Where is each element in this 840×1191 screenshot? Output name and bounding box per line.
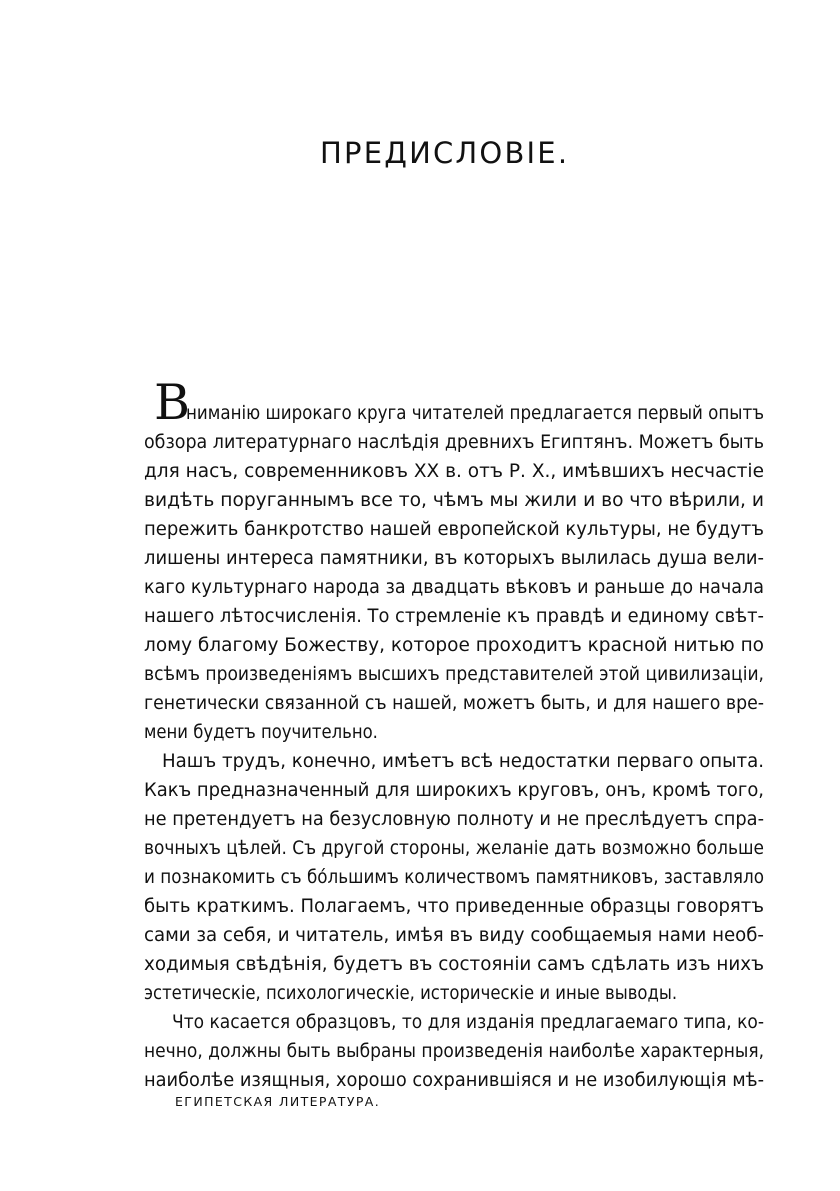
- text-line-content: и познакомить съ бóльшимъ количествомъ памятниковъ, заставляло: [144, 867, 764, 888]
- page-title: ПРЕДИСЛОВIЕ.: [320, 136, 570, 170]
- signature-footer: ЕГИПЕТСКАЯ ЛИТЕРАТУРА.: [175, 1094, 381, 1109]
- text-line-content: наиболѣе изящныя, хорошо сохранившіяся и не изобилующія мѣ-: [144, 1070, 764, 1091]
- text-line-content: быть краткимъ. Полагаемъ, что приведенные образцы говорятъ: [144, 896, 764, 917]
- text-line-content: пережить банкротство нашей европейской культуры, не будутъ: [144, 519, 764, 540]
- text-line-content: нечно, должны быть выбраны произведенія наиболѣе характерныя,: [144, 1041, 764, 1062]
- text-line-content: видѣть поруганнымъ все то, чѣмъ мы жили и во что вѣрили, и: [144, 490, 764, 511]
- text-line-content: Какъ предназначенный для широкихъ круговъ, онъ, кромѣ того,: [144, 780, 764, 801]
- text-line-content: сами за себя, и читатель, имѣя въ виду сообщаемыя нами необ-: [144, 925, 764, 946]
- text-line-content: всѣмъ произведеніямъ высшихъ представителей этой цивилизаціи,: [144, 664, 764, 685]
- text-line-content: эстетическіе, психологическіе, историческіе и иные выводы.: [144, 983, 678, 1004]
- text-line-content: ниманію широкаго круга читателей предлагается первый опытъ: [186, 403, 764, 424]
- text-line-content: генетически связанной съ нашей, можетъ быть, и для нашего вре-: [144, 693, 764, 714]
- text-line-content: вочныхъ цѣлей. Съ другой стороны, желаніе дать возможно больше: [144, 838, 764, 859]
- drop-cap-letter: В: [154, 374, 191, 431]
- text-line-content: не претендуетъ на безусловную полноту и не преслѣдуетъ спра-: [144, 809, 764, 830]
- text-line-content: нашего лѣтосчисленія. То стремленіе къ правдѣ и единому свѣт-: [144, 606, 764, 627]
- text-line-content: мени будетъ поучительно.: [144, 722, 378, 743]
- text-line-content: лишены интереса памятники, въ которыхъ вылилась душа вели-: [144, 548, 764, 569]
- text-line-content: ходимыя свѣдѣнія, будетъ въ состояніи самъ сдѣлать изъ нихъ: [144, 954, 764, 975]
- text-line-content: каго культурнаго народа за двадцать вѣковъ и раньше до начала: [144, 577, 765, 598]
- text-line-content: Что касается образцовъ, то для изданія предлагаемаго типа, ко-: [172, 1012, 765, 1033]
- text-line-content: для насъ, современниковъ XX в. отъ Р. X., имѣвшихъ несчастіе: [144, 461, 764, 482]
- text-line-content: Нашъ трудъ, конечно, имѣетъ всѣ недостатки перваго опыта.: [162, 751, 764, 772]
- text-line-content: лому благому Божеству, которое проходитъ красной нитью по: [144, 635, 764, 656]
- text-line-content: обзора литературнаго наслѣдія древнихъ Египтянъ. Можетъ быть: [144, 432, 764, 453]
